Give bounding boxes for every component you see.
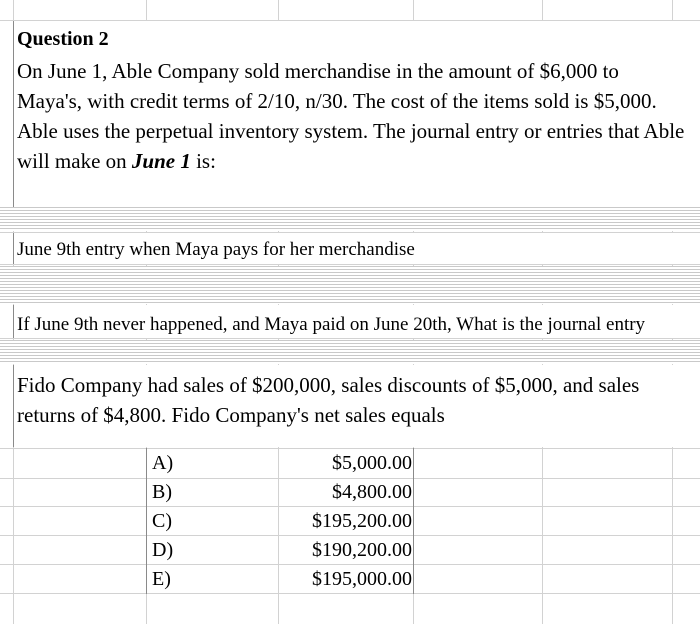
option-letter: D) <box>152 539 174 561</box>
option-letter: C) <box>152 510 172 532</box>
collapsed-rows <box>0 266 700 304</box>
collapsed-rows <box>0 340 700 364</box>
option-value: $195,000.00 <box>312 568 412 590</box>
june9-prompt: June 9th entry when Maya pays for her merchandise <box>17 239 415 260</box>
option-value: $4,800.00 <box>332 481 412 503</box>
option-value: $195,200.00 <box>312 510 412 532</box>
intro-text-end: is: <box>190 149 216 173</box>
intro-text: On June 1, Able Company sold merchandise in the amount of $6,000 to Maya's, with credit terms of 2/10, n/30. The cost of the items sold is $5,000. Able uses the perpetual inventory system. The journal entry or entries that Able will make on <box>17 59 685 173</box>
june1-emphasis: June 1 <box>131 149 191 173</box>
option-value: $5,000.00 <box>332 452 412 474</box>
option-value: $190,200.00 <box>312 539 412 561</box>
question-intro <box>17 56 687 176</box>
question-title: Question 2 <box>17 28 109 50</box>
collapsed-rows <box>0 207 700 231</box>
fido-question: Fido Company had sales of $200,000, sales discounts of $5,000, and sales returns of $4,800. Fido Company's net sales equals <box>17 373 640 427</box>
option-letter: A) <box>152 452 174 474</box>
option-letter: B) <box>152 481 172 503</box>
june20-prompt: If June 9th never happened, and Maya paid on June 20th, What is the journal entry <box>17 314 646 335</box>
option-letter: E) <box>152 568 171 590</box>
